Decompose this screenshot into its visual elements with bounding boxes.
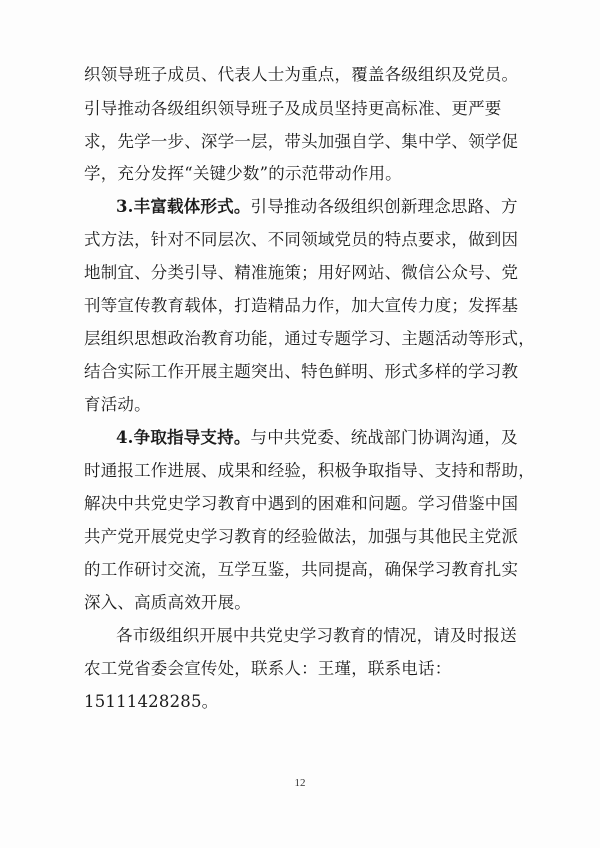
- text-line-1: [84, 64, 518, 86]
- text-line-18: [116, 625, 517, 647]
- text-line-10: [84, 361, 518, 383]
- line-text: 育活动。: [84, 395, 151, 414]
- line-text: 与中共党委、统战部门协调沟通，及: [250, 428, 518, 447]
- line-text: 求，先学一步、深学一层，带头加强自学、集中学、领学促: [84, 132, 519, 151]
- line-text: 引导推动各级组织创新理念思路、方: [250, 197, 518, 216]
- line-text: 15111428285。: [84, 692, 219, 711]
- line-text: 共产党开展党史学习教育的经验做法，加强与其他民主党派: [84, 527, 519, 546]
- line-text: 的工作研讨交流，互学互鉴，共同提高，确保学习教育扎实: [84, 560, 519, 579]
- text-line-19: [84, 658, 451, 680]
- line-text: 时通报工作进展、成果和经验，积极争取指导、支持和帮助，: [84, 461, 535, 480]
- line-text: 各市级组织开展中共党史学习教育的情况，请及时报送: [116, 626, 517, 645]
- text-line-17: [84, 592, 251, 614]
- text-line-13: [84, 460, 535, 482]
- text-line-4: [84, 163, 402, 185]
- text-line-2: [84, 98, 502, 120]
- section-heading-4: 4.争取指导支持。: [116, 428, 251, 447]
- text-line-11: [84, 394, 151, 416]
- text-line-16: [84, 559, 518, 581]
- line-text: 刊等宣传教育载体，打造精品力作，加大宣传力度；发挥基: [84, 296, 519, 315]
- line-text: 地制宜、分类引导、精准施策；用好网站、微信公众号、党: [84, 263, 519, 282]
- text-line-9: [84, 328, 535, 350]
- line-text: 织领导班子成员、代表人士为重点，覆盖各级组织及党员。: [84, 65, 519, 84]
- text-line-7: [84, 262, 518, 284]
- page-number: 12: [294, 777, 306, 789]
- line-text: 引导推动各级组织领导班子及成员坚持更高标准、更严要: [84, 99, 502, 118]
- line-text: 结合实际工作开展主题突出、特色鲜明、形式多样的学习教: [84, 362, 519, 381]
- line-text: 解决中共党史学习教育中遇到的困难和问题。学习借鉴中国: [84, 494, 519, 513]
- line-text: 深入、高质高效开展。: [84, 593, 251, 612]
- text-line-3: [84, 131, 518, 153]
- line-text: 农工党省委会宣传处，联系人：王瑾，联系电话：: [84, 659, 452, 678]
- text-line-15: [84, 526, 518, 548]
- line-text: 式方法，针对不同层次、不同领域党员的特点要求，做到因: [84, 230, 519, 249]
- text-line-14: [84, 493, 518, 515]
- line-text: 学，充分发挥“关键少数”的示范带动作用。: [84, 164, 402, 183]
- text-line-5: [116, 196, 518, 218]
- text-line-12: [116, 427, 518, 449]
- text-line-20: [84, 691, 218, 713]
- line-text: 层组织思想政治教育功能，通过专题学习、主题活动等形式，: [84, 329, 535, 348]
- text-line-8: [84, 295, 518, 317]
- section-heading-3: 3.丰富载体形式。: [116, 197, 251, 216]
- text-line-6: [84, 229, 518, 251]
